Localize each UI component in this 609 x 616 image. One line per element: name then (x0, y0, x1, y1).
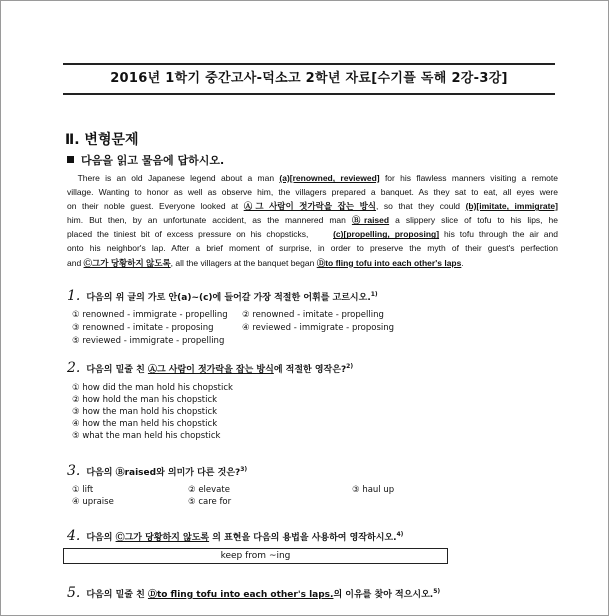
option-q3-3[interactable]: ③ haul up (352, 485, 395, 495)
reading-passage (67, 171, 558, 270)
option-q2-4[interactable]: ④ how the man held his chopstick (72, 419, 218, 429)
question-underline: Ⓒ그가 당황하지 않도록 (115, 533, 210, 543)
passage-text: him. But then, by an unfortunate accident, as the mannered man (67, 215, 352, 226)
question-prompt: 다음의 밑줄 친 (86, 590, 148, 600)
option-q3-1[interactable]: ① lift (72, 485, 94, 495)
question-prompt: 다음의 위 글의 가로 안(a)~(c)에 들어갈 가장 적절한 어휘를 고르시오. (86, 293, 371, 303)
instruction (67, 152, 224, 168)
option-q1-5[interactable]: ⑤ reviewed - immigrate - propelling (72, 336, 225, 346)
option-q1-4[interactable]: ④ reviewed - immigrate - proposing (242, 323, 395, 333)
option-q2-3[interactable]: ③ how the man hold his chopstick (72, 407, 218, 417)
question-prompt: 다음의 Ⓑraised와 의미가 다른 것은? (86, 468, 241, 478)
underline-d: Ⓓto fling tofu into each other's laps (316, 257, 462, 268)
option-q3-5[interactable]: ⑤ care for (188, 497, 232, 507)
question-text (86, 365, 353, 375)
option-q1-3[interactable]: ③ renowned - imitate - proposing (72, 323, 214, 333)
blank-c: (c)[propelling, proposing] (333, 229, 440, 240)
underline-c: Ⓒ그가 당황하지 않도록 (83, 257, 171, 268)
usage-hint-box: keep from ~ing (63, 548, 448, 564)
passage-text: There is an old Japanese legend about a man (77, 173, 280, 183)
square-bullet-icon (67, 156, 74, 163)
option-q2-1[interactable]: ① how did the man hold his chopstick (72, 383, 233, 393)
passage-text: his tofu through the air and (439, 229, 558, 240)
footnote-marker: 4) (396, 531, 404, 538)
question-prompt: 에 적절한 영작은? (273, 365, 347, 375)
question-text (86, 293, 377, 303)
blank-b: (b)[imitate, immigrate] (465, 201, 558, 212)
passage-line: onto his neighbor's lap. After a brief moment of surprise, in order to preserve the myth of their guest's perfection (67, 243, 558, 254)
option-q3-4[interactable]: ④ upraise (72, 497, 114, 507)
passage-text: for his flawless manners visiting a remote (379, 173, 558, 183)
question-number: 2. (67, 360, 81, 376)
question-prompt: 다음의 밑줄 친 (86, 365, 148, 375)
question-text (86, 533, 403, 543)
instruction-text: 다음을 읽고 물음에 답하시오. (81, 154, 225, 167)
passage-text: . (461, 257, 464, 268)
question-prompt: 의 표현을 다음의 용법을 사용하여 영작하시오. (209, 533, 397, 543)
underline-b: Ⓑraised (351, 215, 390, 226)
passage-line: village. Wanting to honor as well as observe him, the villagers prepared a banquet. As they sat to eat, all eyes were (67, 187, 558, 198)
blank-a: (a)[renowned, reviewed] (279, 173, 380, 183)
passage-text: placed the tiniest bit of excess pressure on his chopsticks, (67, 229, 309, 240)
passage-text: , all the villagers at the banquet began (170, 257, 317, 268)
question-2 (67, 360, 353, 376)
underline-a: Ⓐ그 사람이 젓가락을 잡는 방식 (243, 201, 377, 212)
question-prompt: 다음의 (86, 533, 116, 543)
passage-text: a slippery slice of tofu to his lips, he (389, 215, 558, 226)
passage-text: on their noble guest. Everyone looked at (67, 201, 244, 212)
option-q1-1[interactable]: ① renowned - immigrate - propelling (72, 310, 228, 320)
question-number: 5. (67, 585, 81, 601)
footnote-marker: 1) (370, 291, 378, 298)
footnote-marker: 2) (346, 363, 354, 370)
question-5 (67, 585, 440, 601)
passage-line (67, 213, 558, 227)
question-1 (67, 288, 378, 304)
question-number: 1. (67, 288, 81, 304)
question-underline: Ⓓto fling tofu into each other's laps. (147, 590, 334, 600)
question-text (86, 468, 247, 478)
option-q1-2[interactable]: ② renowned - imitate - propelling (242, 310, 384, 320)
passage-line (67, 256, 558, 270)
question-number: 3. (67, 463, 81, 479)
footnote-marker: 3) (240, 466, 248, 473)
footnote-marker: 5) (433, 588, 441, 595)
question-prompt: 의 이유를 찾아 적으시오. (333, 590, 434, 600)
option-q2-5[interactable]: ⑤ what the man held his chopstick (72, 431, 221, 441)
question-3 (67, 463, 247, 479)
option-q3-2[interactable]: ② elevate (188, 485, 230, 495)
question-4 (67, 528, 403, 544)
question-text (86, 590, 440, 600)
section-title: Ⅱ. 변형문제 (65, 132, 139, 148)
question-number: 4. (67, 528, 81, 544)
passage-line (67, 171, 558, 185)
page-title: 2016년 1학기 중간고사-덕소고 2학년 자료[수기플 독해 2강-3강] (63, 63, 555, 95)
option-q2-2[interactable]: ② how hold the man his chopstick (72, 395, 218, 405)
passage-text: , so that they could (376, 201, 466, 212)
question-underline: Ⓐ그 사람이 젓가락을 잡는 방식 (147, 365, 274, 375)
passage-text: and (67, 257, 84, 268)
passage-line (67, 199, 558, 213)
passage-line (67, 227, 558, 241)
